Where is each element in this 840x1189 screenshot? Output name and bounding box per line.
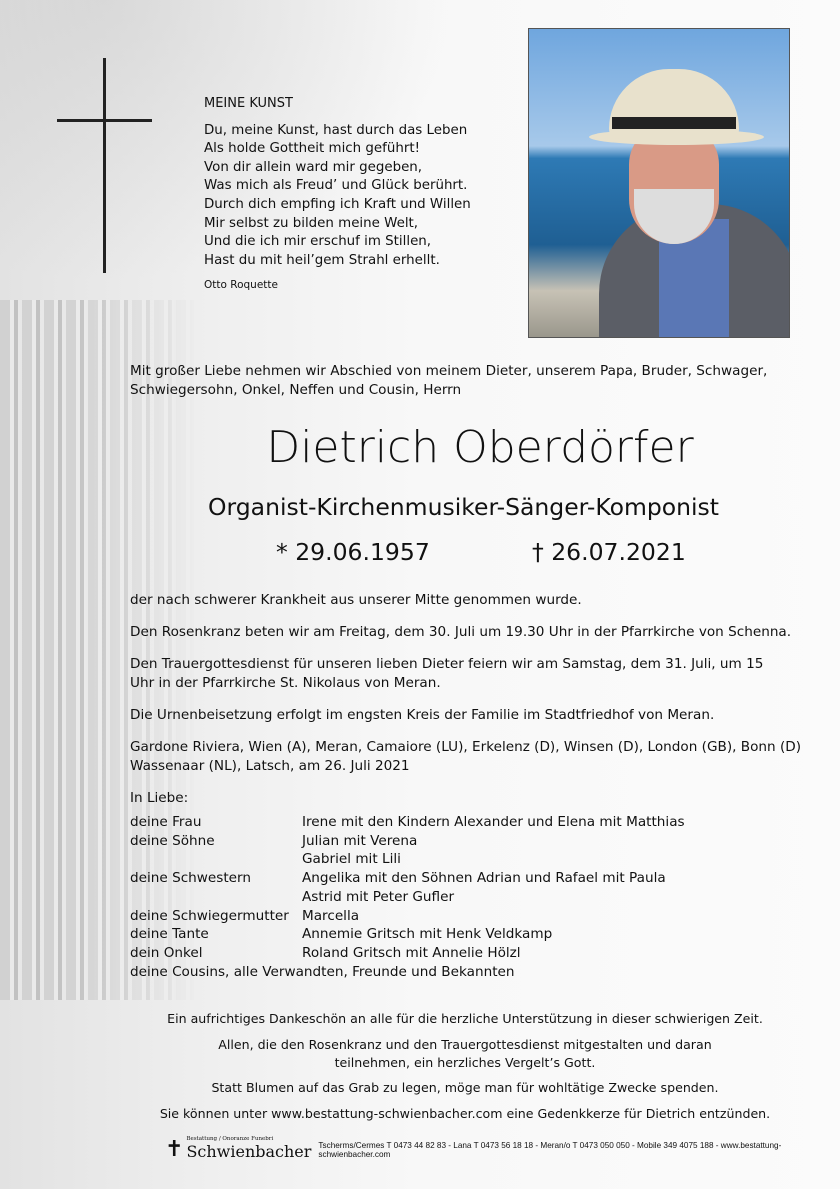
logo-subtitle: Bestattung / Onoranze Funebri (186, 1136, 274, 1142)
names: Irene mit den Kindern Alexander und Elena mit Matthias (302, 814, 685, 830)
names: Astrid mit Peter Gufler (302, 888, 455, 905)
poem-author: Otto Roquette (204, 279, 278, 292)
names: Gabriel mit Lili (302, 851, 401, 868)
poem (204, 95, 471, 295)
family-row (130, 850, 685, 869)
family-row (130, 832, 685, 851)
logo-cross-icon: ✝ (165, 1137, 184, 1162)
names: Roland Gritsch mit Annelie Hölzl (302, 944, 521, 961)
poem-title: MEINE KUNST (204, 96, 293, 111)
poem-line: Durch dich empfing ich Kraft und Willen (204, 196, 471, 212)
poem-line: Mir selbst zu bilden meine Welt, (204, 215, 419, 231)
relation: deine Schwiegermutter (130, 907, 289, 924)
relation: deine Söhne (130, 832, 215, 849)
birth-date: * 29.06.1957 (276, 538, 430, 566)
relation: deine Cousins, alle Verwandten, Freunde und Bekannten (130, 963, 515, 980)
thanks-text: Allen, die den Rosenkranz und den Trauergottesdienst mitgestalten und daran teilnehmen, ein herzliches Vergelt’s Gott. (218, 1037, 712, 1070)
profession: Organist-Kirchenmusiker-Sänger-Komponist (208, 493, 720, 521)
death-date: † 26.07.2021 (532, 538, 686, 566)
relation: deine Frau (130, 814, 202, 830)
relation (130, 850, 302, 869)
thanks-text: Ein aufrichtiges Dankeschön an alle für die herzliche Unterstützung in dieser schwierigen Zeit. (167, 1011, 763, 1026)
deceased-name: Dietrich Oberdörfer (266, 422, 694, 473)
family-row (130, 963, 685, 982)
paragraph: Den Rosenkranz beten wir am Freitag, dem 30. Juli um 19.30 Uhr in der Pfarrkirche von Schenna. (130, 624, 792, 640)
names: Angelika mit den Söhnen Adrian und Rafael mit Paula (302, 870, 666, 887)
footer (165, 1136, 840, 1161)
relation: deine Schwestern (130, 870, 252, 887)
family-row (130, 869, 685, 888)
names: Marcella (302, 907, 360, 924)
family-row (130, 813, 685, 832)
thanks-text: Sie können unter www.bestattung-schwienbacher.com eine Gedenkkerze für Dietrich entzünden. (159, 1106, 771, 1121)
relation: deine Tante (130, 926, 209, 943)
poem-line: Hast du mit heil’gem Strahl erhellt. (204, 252, 440, 268)
contact-info: Tscherms/Cermes T 0473 44 82 83 - Lana T 0473 56 18 18 - Meran/o T 0473 050 050 - Mobile 349 4075 188 - www.bestattung-schwienbacher.com (318, 1141, 782, 1159)
paragraph: Den Trauergottesdienst für unseren lieben Dieter feiern wir am Samstag, dem 31. Juli, um 15 Uhr in der Pfarrkirche St. Nikolaus von Meran. (130, 656, 764, 691)
poem-line: Als holde Gottheit mich geführt! (204, 141, 420, 157)
family-row (130, 907, 685, 926)
in-love-label: In Liebe: (130, 790, 189, 806)
names: Julian mit Verena (302, 832, 418, 849)
paragraph: Gardone Riviera, Wien (A), Meran, Camaiore (LU), Erkelenz (D), Winsen (D), London (GB), Bonn (D) Wassenaar (NL), Latsch, am 26. Juli 2021 (130, 739, 802, 774)
family-row (130, 888, 685, 907)
paragraph: der nach schwerer Krankheit aus unserer Mitte genommen wurde. (130, 592, 582, 608)
poem-line: Und die ich mir erschuf im Stillen, (204, 234, 432, 250)
thanks-text: Statt Blumen auf das Grab zu legen, möge man für wohltätige Zwecke spenden. (211, 1080, 719, 1095)
intro-text: Mit großer Liebe nehmen wir Abschied von meinem Dieter, unserem Papa, Bruder, Schwager, Schwiegersohn, Onkel, Neffen und Cousin, Herrn (130, 363, 768, 398)
poem-line: Du, meine Kunst, hast durch das Leben (204, 122, 468, 138)
logo-name: Schwienbacher (186, 1142, 312, 1161)
poem-line: Was mich als Freud’ und Glück berührt. (204, 178, 468, 194)
family-row (130, 925, 685, 944)
funeral-home-logo (165, 1136, 311, 1161)
poem-line: Von dir allein ward mir gegeben, (204, 159, 423, 175)
names: Annemie Gritsch mit Henk Veldkamp (302, 926, 553, 943)
relation (130, 888, 302, 907)
relation: dein Onkel (130, 944, 203, 961)
family-list (130, 813, 685, 981)
family-row (130, 944, 685, 963)
portrait-photo (528, 28, 790, 338)
paragraph: Die Urnenbeisetzung erfolgt im engsten Kreis der Familie im Stadtfriedhof von Meran. (130, 707, 715, 723)
